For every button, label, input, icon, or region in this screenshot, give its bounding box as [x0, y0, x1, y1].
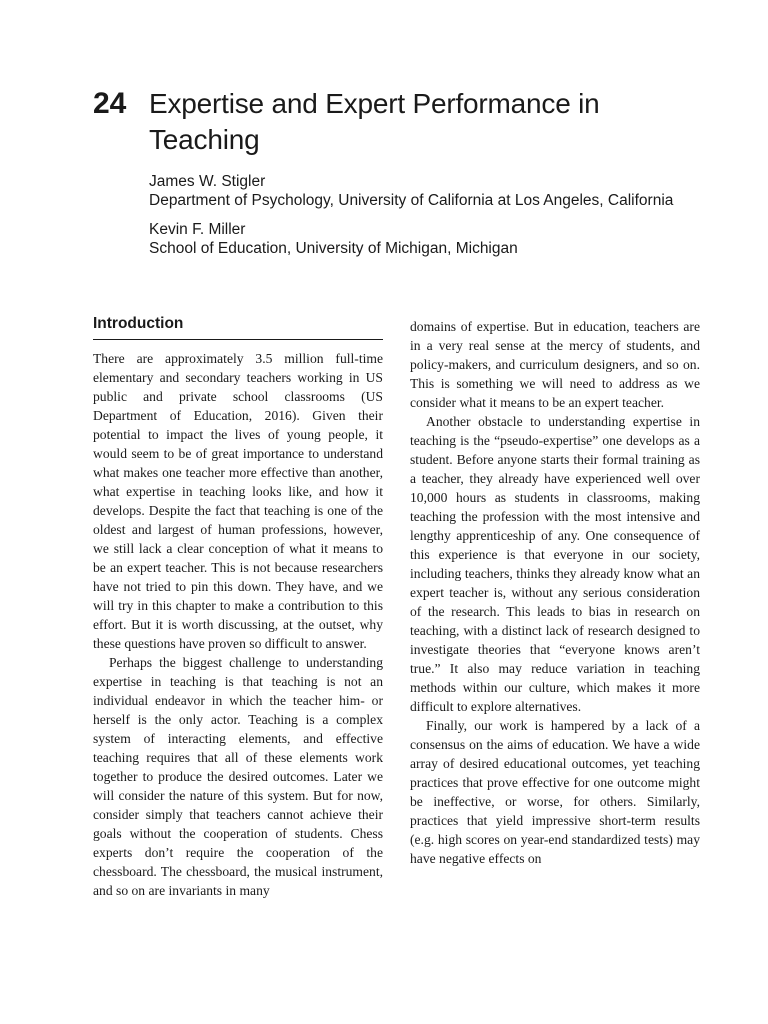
right-column	[410, 317, 700, 868]
body-paragraph: Perhaps the biggest challenge to understanding expertise in teaching is that teaching is not an individual endeavor in which the teacher him- or herself is the only actor. Teaching is a complex system of interacting elements, and effective teaching requires that all of these elements work together to produce the desired outcomes. Later we will consider the nature of this system. But for now, consider simply that teachers cannot achieve their goals without the cooperation of students. Chess experts don’t require the cooperation of the chessboard. The chessboard, the musical instrument, and so on are invariants in many	[93, 655, 383, 898]
author-affiliation: School of Education, University of Michigan, Michigan	[149, 240, 518, 257]
body-paragraph: Finally, our work is hampered by a lack of a consensus on the aims of education. We have a wide array of desired educational outcomes, yet teaching practices that prove effective for one outcome might be ineffective, or worse, for others. Similarly, practices that yield impressive short-term results (e.g. high scores on year-end standardized tests) may have negative effects on	[410, 718, 700, 866]
author-entry	[149, 220, 729, 258]
chapter-title: Expertise and Expert Performance in Teaching	[149, 88, 600, 155]
author-name: Kevin F. Miller	[149, 221, 246, 238]
body-paragraph: domains of expertise. But in education, teachers are in a very real sense at the mercy of students, and policy-makers, and curriculum designers, and so on. This is something we will need to address as we consider what it means to be an expert teacher.	[410, 319, 700, 410]
author-block	[149, 172, 729, 268]
chapter-number: 24	[93, 87, 127, 120]
author-affiliation: Department of Psychology, University of California at Los Angeles, California	[149, 192, 674, 209]
author-entry	[149, 172, 729, 210]
section-heading: Introduction	[93, 314, 383, 340]
body-paragraph: There are approximately 3.5 million full-time elementary and secondary teachers working in US public and private school classrooms (US Department of Education, 2016). Given their potential to impact the lives of young people, it would seem to be of great importance to understand what makes one teacher more effective than another, what expertise in teaching looks like, and how it develops. Despite the fact that teaching is one of the oldest and largest of human professions, however, we still lack a clear conception of what it means to be an expert teacher. This is not because researchers have not tried to pin this down. They have, and we will try in this chapter to make a contribution to this effort. But it is worth discussing, at the outset, why these questions have proven so difficult to answer.	[93, 351, 383, 651]
author-name: James W. Stigler	[149, 173, 266, 190]
left-column	[93, 314, 383, 900]
body-paragraph: Another obstacle to understanding expertise in teaching is the “pseudo-expertise” one develops as a student. Before anyone starts their formal training as a teacher, they already have experienced well over 10,000 hours as students in classrooms, making teaching the profession with the most intensive and lengthy apprenticeship of any. One consequence of this experience is that everyone in our society, including teachers, thinks they already know what an expert teacher is, without any serious consideration of the research. This leads to bias in research on teaching, with a distinct lack of research designed to investigate theories that “everyone knows aren’t true.” It also may reduce variation in teaching methods within our culture, which makes it more difficult to explore alternatives.	[410, 414, 700, 714]
